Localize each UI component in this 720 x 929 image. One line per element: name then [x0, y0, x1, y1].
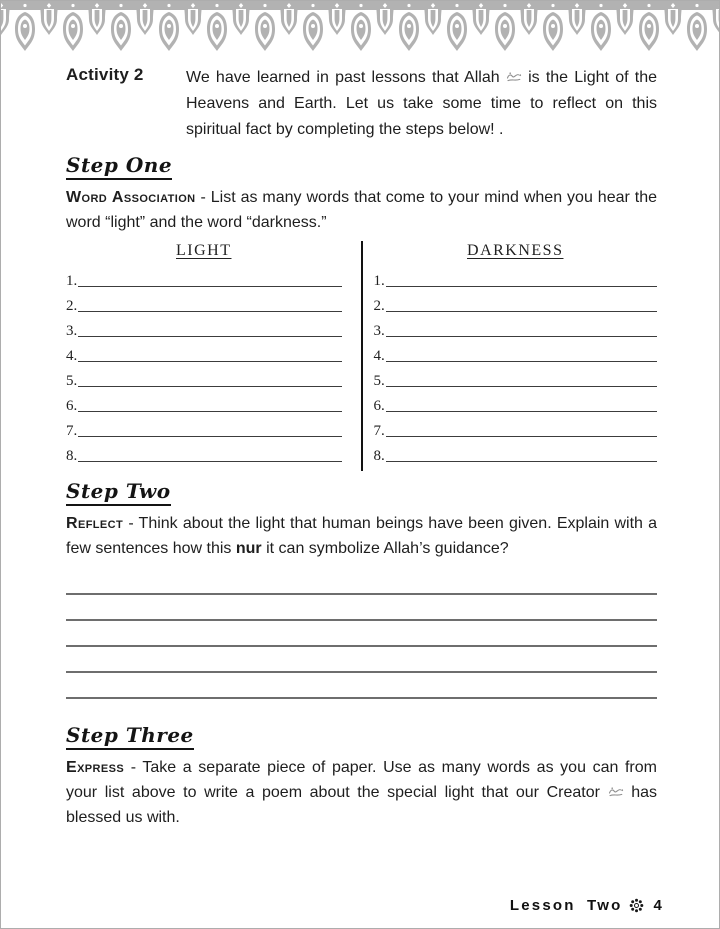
column-divider: [361, 241, 364, 471]
word-association-paragraph: [66, 185, 657, 235]
write-in-line: [78, 311, 341, 312]
rosette-icon: [629, 898, 644, 913]
arabesque-border-icon: [1, 1, 719, 57]
column-header-light: LIGHT: [176, 242, 232, 259]
light-column: [66, 239, 362, 465]
creator-honorific-icon: [608, 785, 624, 798]
reflect-bold-word: nur: [235, 540, 262, 557]
answer-line: [66, 565, 657, 595]
express-paragraph: [66, 755, 657, 830]
activity-label: Activity 2: [66, 65, 144, 84]
write-in-line: [386, 461, 657, 462]
separator: -: [124, 759, 143, 776]
write-in-line: [386, 286, 657, 287]
write-in-line: [386, 311, 657, 312]
answer-line: [66, 595, 657, 621]
footer-page-number: 4: [653, 897, 664, 914]
allah-honorific-icon: [506, 70, 522, 83]
table-row: 5.: [374, 365, 658, 390]
step-three-heading: Step Three: [66, 723, 194, 750]
reflect-lead: Reflect: [66, 515, 124, 532]
word-association-table: [66, 239, 657, 465]
write-in-line: [78, 436, 341, 437]
answer-line: [66, 673, 657, 699]
footer-lesson-label: Lesson Two: [509, 897, 623, 914]
activity-intro-text-after: is the Light of the Heavens and Earth. Let us take some time to reflect on this spiritual fact by completing the steps below! .: [186, 69, 657, 138]
table-row: 1.: [66, 265, 342, 290]
table-row: 7.: [66, 415, 342, 440]
darkness-column: [362, 239, 658, 465]
activity-section: [66, 65, 657, 143]
step-two-heading: Step Two: [66, 479, 171, 506]
column-header-darkness: DARKNESS: [467, 242, 564, 259]
write-in-line: [386, 436, 657, 437]
write-in-line: [78, 411, 341, 412]
write-in-line: [386, 411, 657, 412]
reflect-body-before: Think about the light that human beings have been given. Explain with a few sentences how this: [66, 515, 658, 557]
table-row: 1.: [374, 265, 658, 290]
write-in-line: [78, 286, 341, 287]
table-row: 8.: [66, 440, 342, 465]
write-in-line: [78, 386, 341, 387]
express-text-after: has blessed us with.: [66, 784, 657, 826]
write-in-line: [386, 361, 657, 362]
word-association-body: List as many words that come to your mind when you hear the word “light” and the word “darkness.”: [66, 189, 658, 231]
separator: -: [195, 189, 211, 206]
table-row: 3.: [66, 315, 342, 340]
express-text-before: Take a separate piece of paper. Use as many words as you can from your list above to write a poem about the special light that our Creator: [66, 759, 657, 801]
write-in-line: [78, 336, 341, 337]
answer-line: [66, 647, 657, 673]
reflect-body-after: it can symbolize Allah’s guidance?: [266, 540, 509, 557]
express-lead: Express: [66, 759, 125, 776]
table-row: 2.: [66, 290, 342, 315]
step-one-heading: Step One: [66, 153, 172, 180]
table-row: 6.: [66, 390, 342, 415]
table-row: 4.: [374, 340, 658, 365]
separator: -: [123, 515, 139, 532]
write-in-line: [78, 361, 341, 362]
table-row: 5.: [66, 365, 342, 390]
write-in-line: [78, 461, 341, 462]
reflect-answer-lines: [66, 565, 657, 699]
page-footer: [510, 897, 664, 914]
write-in-line: [386, 336, 657, 337]
table-row: 7.: [374, 415, 658, 440]
activity-intro-text-before: We have learned in past lessons that Allah: [186, 69, 500, 86]
table-row: 2.: [374, 290, 658, 315]
answer-line: [66, 621, 657, 647]
table-row: 4.: [66, 340, 342, 365]
word-association-lead: Word Association: [66, 189, 196, 206]
write-in-line: [386, 386, 657, 387]
table-row: 3.: [374, 315, 658, 340]
table-row: 6.: [374, 390, 658, 415]
reflect-paragraph: [66, 511, 657, 561]
activity-intro: [186, 65, 657, 143]
table-row: 8.: [374, 440, 658, 465]
